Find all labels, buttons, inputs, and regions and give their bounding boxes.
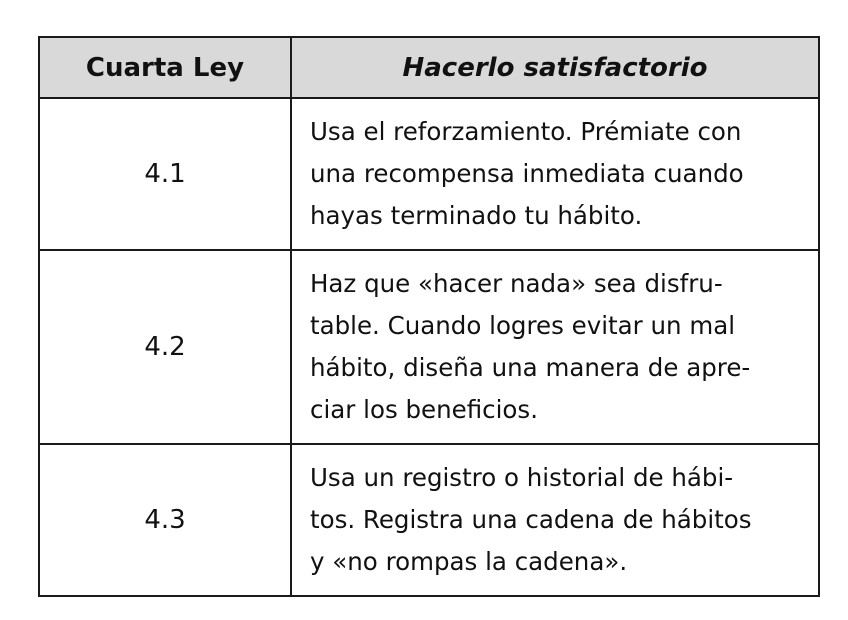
description-line: table. Cuando logres evitar un mal [310,311,736,340]
law-table [38,36,820,597]
description-line: Usa un registro o historial de hábi- [310,463,734,492]
row-description [291,444,819,596]
table-row [39,98,819,250]
description-line: una recompensa inmediata cuando [310,159,744,188]
row-number: 4.1 [39,98,291,250]
law-table-container [38,36,818,597]
header-law: Cuarta Ley [39,37,291,98]
header-row [39,37,819,98]
table-row [39,250,819,444]
description-line: hábito, diseña una manera de apre- [310,353,751,382]
description-line: hayas terminado tu hábito. [310,201,643,230]
description-line: Usa el reforzamiento. Prémiate con [310,117,742,146]
table-row [39,444,819,596]
row-description [291,250,819,444]
row-number: 4.3 [39,444,291,596]
row-number: 4.2 [39,250,291,444]
description-line: ciar los beneficios. [310,395,538,424]
description-line: y «no rompas la cadena». [310,547,628,576]
description-line: Haz que «hacer nada» sea disfru- [310,269,723,298]
description-line: tos. Registra una cadena de hábitos [310,505,752,534]
header-title: Hacerlo satisfactorio [291,37,819,98]
row-description [291,98,819,250]
